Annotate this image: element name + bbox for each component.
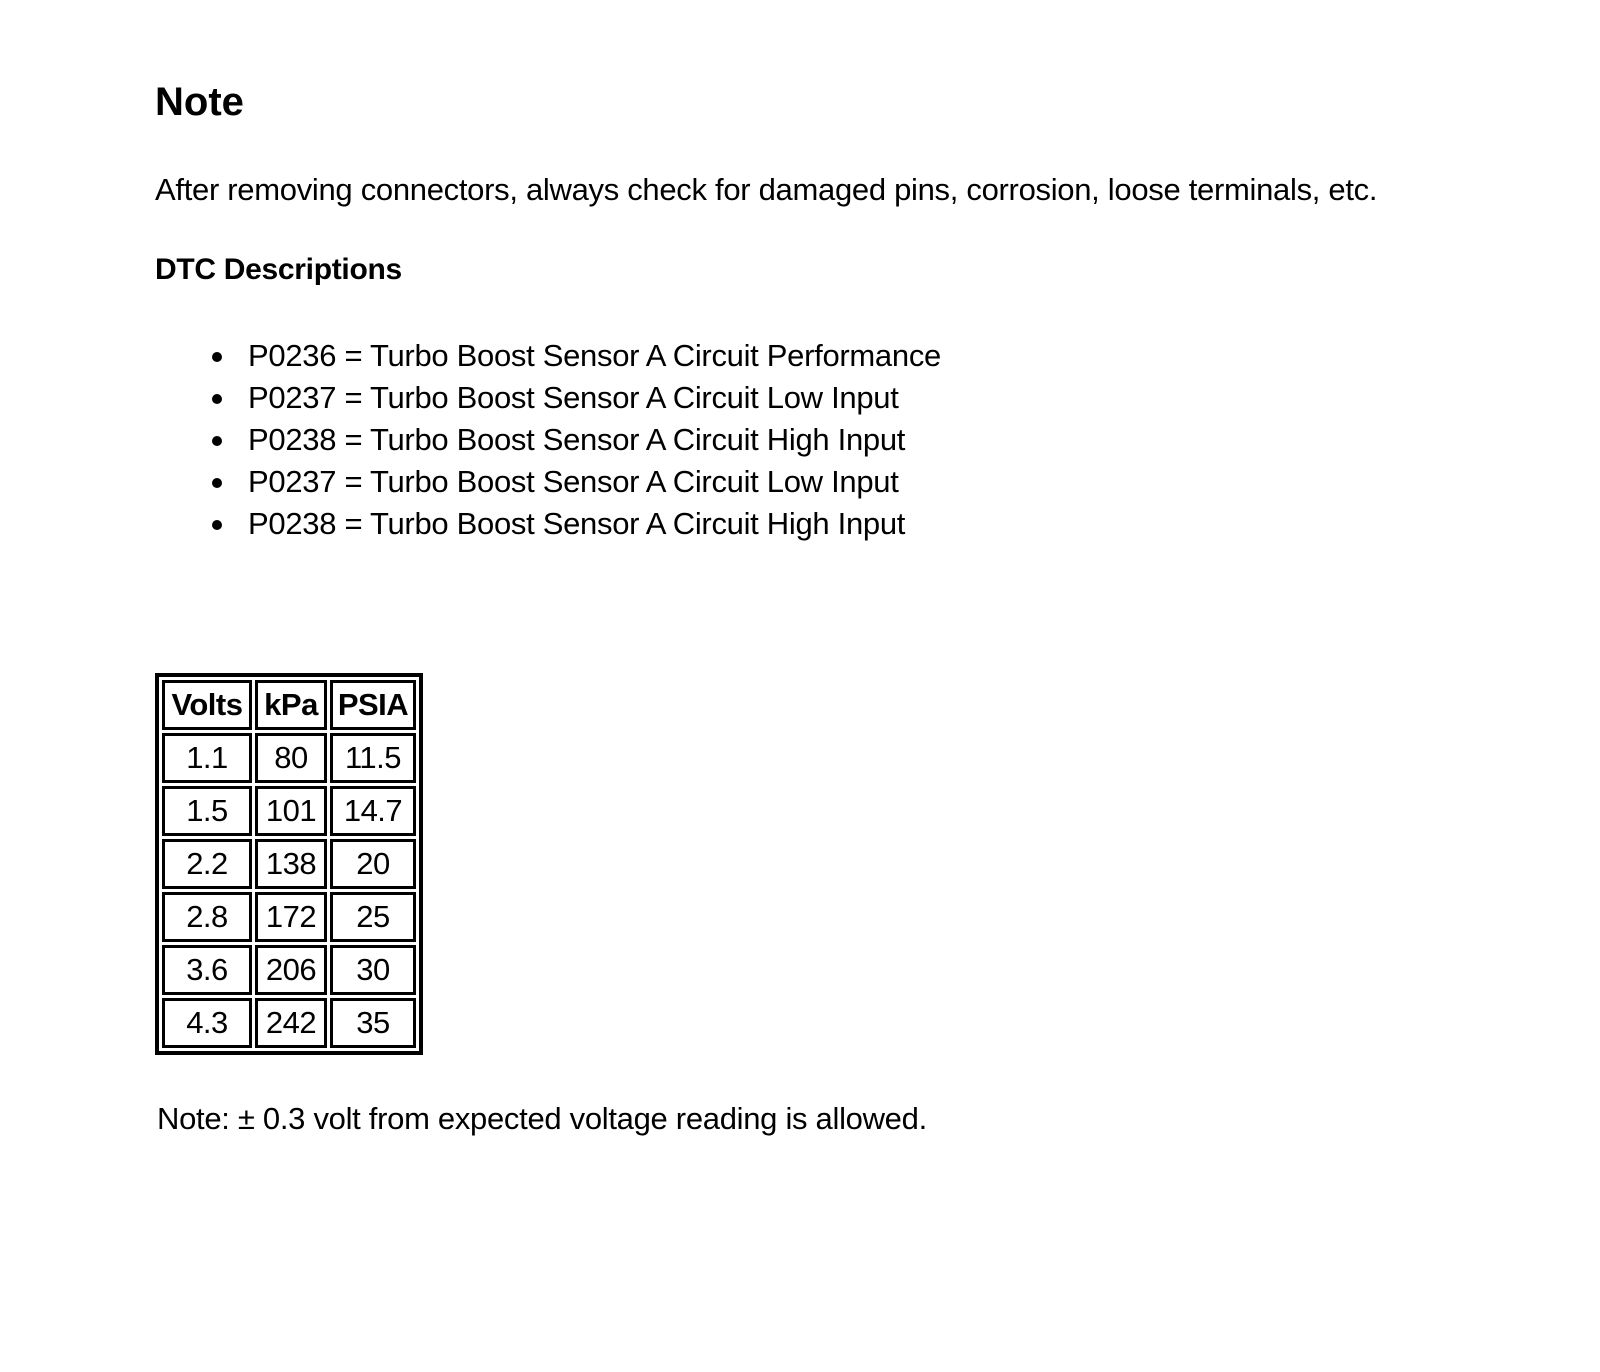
table-header-row xyxy=(162,680,416,730)
dtc-list-item xyxy=(210,335,941,377)
dtc-text: P0237 = Turbo Boost Sensor A Circuit Low Input xyxy=(248,380,899,415)
dtc-text: P0236 = Turbo Boost Sensor A Circuit Performance xyxy=(248,338,941,373)
bullet-icon xyxy=(212,352,222,362)
psia-cell: 14.7 xyxy=(330,786,416,836)
volts-cell: 4.3 xyxy=(162,998,252,1048)
volts-cell: 2.8 xyxy=(162,892,252,942)
note-heading: Note xyxy=(155,80,244,124)
dtc-list-item xyxy=(210,419,941,461)
kpa-cell: 138 xyxy=(255,839,327,889)
kpa-cell: 101 xyxy=(255,786,327,836)
psia-cell: 11.5 xyxy=(330,733,416,783)
table-row xyxy=(162,998,416,1048)
voltage-pressure-table xyxy=(155,673,423,1055)
kpa-cell: 80 xyxy=(255,733,327,783)
psia-cell: 30 xyxy=(330,945,416,995)
dtc-text: P0237 = Turbo Boost Sensor A Circuit Low Input xyxy=(248,464,899,499)
connector-check-note: After removing connectors, always check for damaged pins, corrosion, loose terminals, etc. xyxy=(155,172,1378,207)
table-row xyxy=(162,786,416,836)
volts-cell: 1.5 xyxy=(162,786,252,836)
volts-cell: 3.6 xyxy=(162,945,252,995)
dtc-list-item xyxy=(210,461,941,503)
bullet-icon xyxy=(212,394,222,404)
table-row xyxy=(162,839,416,889)
dtc-list xyxy=(210,335,941,545)
table-row xyxy=(162,945,416,995)
volts-column-header: Volts xyxy=(162,680,252,730)
dtc-list-item xyxy=(210,503,941,545)
bullet-icon xyxy=(212,436,222,446)
table-row xyxy=(162,733,416,783)
psia-cell: 35 xyxy=(330,998,416,1048)
psia-cell: 25 xyxy=(330,892,416,942)
voltage-tolerance-note: Note: ± 0.3 volt from expected voltage reading is allowed. xyxy=(157,1101,927,1136)
table-row xyxy=(162,892,416,942)
volts-cell: 2.2 xyxy=(162,839,252,889)
kpa-cell: 172 xyxy=(255,892,327,942)
dtc-list-item xyxy=(210,377,941,419)
psia-column-header: PSIA xyxy=(330,680,416,730)
kpa-column-header: kPa xyxy=(255,680,327,730)
dtc-text: P0238 = Turbo Boost Sensor A Circuit High Input xyxy=(248,506,906,541)
dtc-text: P0238 = Turbo Boost Sensor A Circuit High Input xyxy=(248,422,906,457)
kpa-cell: 242 xyxy=(255,998,327,1048)
psia-cell: 20 xyxy=(330,839,416,889)
dtc-descriptions-heading: DTC Descriptions xyxy=(155,253,402,286)
bullet-icon xyxy=(212,520,222,530)
volts-cell: 1.1 xyxy=(162,733,252,783)
kpa-cell: 206 xyxy=(255,945,327,995)
bullet-icon xyxy=(212,478,222,488)
